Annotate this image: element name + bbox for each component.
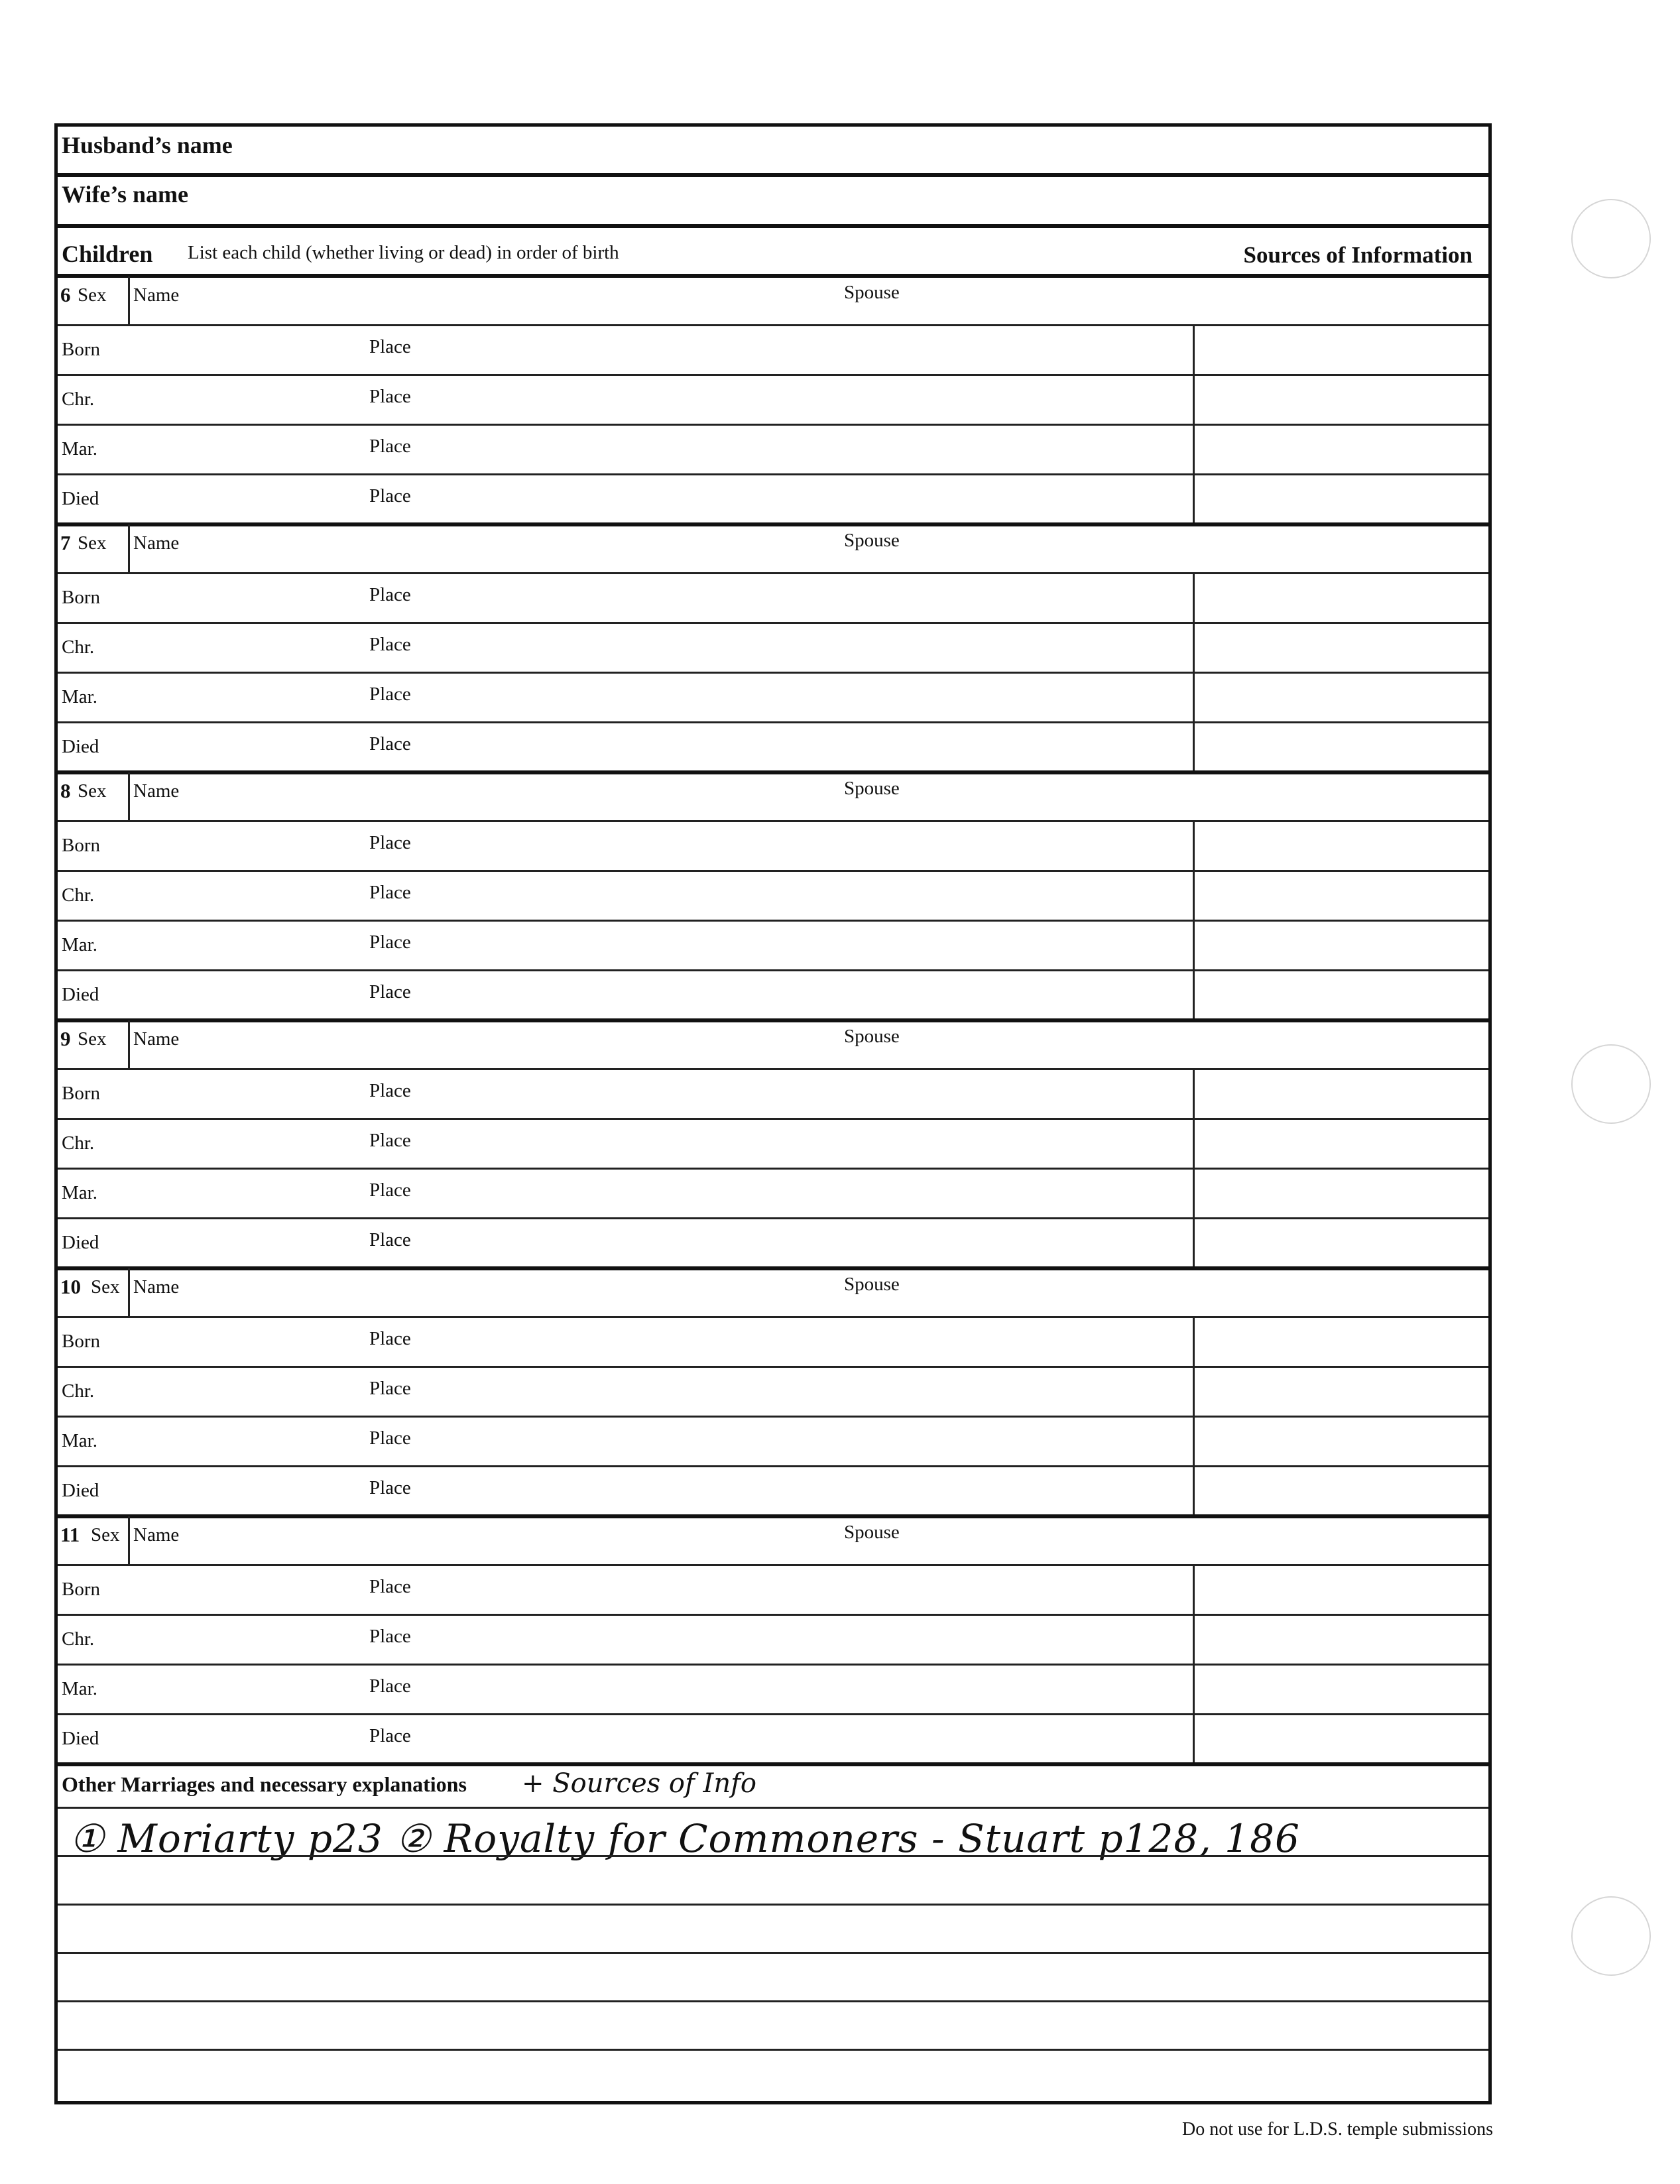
husband-name-row bbox=[58, 127, 1488, 176]
row-divider bbox=[58, 1217, 1488, 1219]
sex-label: Sex bbox=[78, 780, 107, 802]
chr-place-label: Place bbox=[369, 1378, 411, 1399]
died-label: Died bbox=[62, 1480, 99, 1501]
mar-place-label: Place bbox=[369, 1427, 411, 1449]
bleed-through-title bbox=[855, 66, 870, 122]
died-label: Died bbox=[62, 1232, 99, 1253]
born-label: Born bbox=[62, 1579, 100, 1600]
child-number: 11 bbox=[60, 1523, 80, 1546]
wife-name-row bbox=[58, 176, 1488, 226]
died-label: Died bbox=[62, 488, 99, 509]
sources-column-divider bbox=[1193, 1564, 1195, 1763]
punch-hole-top bbox=[1571, 199, 1651, 278]
mar-place-label: Place bbox=[369, 436, 411, 457]
child-number: 8 bbox=[60, 779, 71, 802]
sex-name-divider bbox=[128, 524, 130, 572]
child-number: 6 bbox=[60, 283, 71, 306]
sources-column-divider bbox=[1193, 820, 1195, 1019]
died-place-label: Place bbox=[369, 981, 411, 1002]
chr-label: Chr. bbox=[62, 1132, 95, 1154]
born-label: Born bbox=[62, 1331, 100, 1352]
born-place-label: Place bbox=[369, 1576, 411, 1597]
chr-label: Chr. bbox=[62, 637, 95, 658]
died-place-label: Place bbox=[369, 1725, 411, 1746]
family-group-record-form bbox=[54, 123, 1492, 2104]
mar-label: Mar. bbox=[62, 438, 97, 459]
row-divider bbox=[58, 473, 1488, 475]
sex-label: Sex bbox=[91, 1524, 120, 1546]
note-line bbox=[58, 1952, 1488, 1954]
sex-label: Sex bbox=[78, 284, 107, 306]
punch-hole-middle bbox=[1571, 1044, 1651, 1124]
row-divider bbox=[58, 721, 1488, 723]
died-label: Died bbox=[62, 984, 99, 1005]
row-divider bbox=[58, 1713, 1488, 1715]
chr-place-label: Place bbox=[369, 1626, 411, 1647]
row-divider bbox=[58, 820, 1488, 822]
note-line bbox=[58, 1807, 1488, 1809]
name-label: Name bbox=[133, 1028, 180, 1050]
chr-place-label: Place bbox=[369, 634, 411, 655]
spouse-label: Spouse bbox=[844, 1522, 900, 1543]
mar-label: Mar. bbox=[62, 1430, 97, 1451]
row-divider bbox=[58, 572, 1488, 574]
name-label: Name bbox=[133, 532, 180, 554]
sex-name-divider bbox=[128, 772, 130, 820]
mar-label: Mar. bbox=[62, 1678, 97, 1699]
husband-name-label: Husband’s name bbox=[62, 132, 233, 158]
row-divider bbox=[58, 1316, 1488, 1318]
chr-label: Chr. bbox=[62, 1628, 95, 1650]
row-divider bbox=[58, 1465, 1488, 1467]
chr-place-label: Place bbox=[369, 386, 411, 407]
born-label: Born bbox=[62, 835, 100, 856]
chr-label: Chr. bbox=[62, 1380, 95, 1402]
sources-column-divider bbox=[1193, 1316, 1195, 1515]
born-place-label: Place bbox=[369, 336, 411, 357]
sex-label: Sex bbox=[78, 1028, 107, 1050]
died-place-label: Place bbox=[369, 733, 411, 755]
spouse-label: Spouse bbox=[844, 1026, 900, 1047]
row-divider bbox=[58, 870, 1488, 872]
handwritten-references: ① Moriarty p23 ② Royalty for Commoners - Stuart p128, 186 bbox=[70, 1816, 1300, 1861]
sources-column-divider bbox=[1193, 324, 1195, 523]
sex-name-divider bbox=[128, 1268, 130, 1316]
row-divider bbox=[58, 324, 1488, 326]
name-label: Name bbox=[133, 284, 180, 306]
handwritten-sources-note: + Sources of Info bbox=[522, 1768, 756, 1799]
child-number: 9 bbox=[60, 1027, 71, 1050]
other-marriages-section bbox=[58, 1760, 1488, 1807]
died-label: Died bbox=[62, 736, 99, 757]
row-divider bbox=[58, 622, 1488, 624]
born-label: Born bbox=[62, 587, 100, 608]
child-block-7 bbox=[58, 524, 1488, 772]
child-number: 7 bbox=[60, 531, 71, 554]
sex-name-divider bbox=[128, 1020, 130, 1068]
mar-label: Mar. bbox=[62, 686, 97, 707]
children-header-row bbox=[58, 227, 1488, 276]
row-divider bbox=[58, 1366, 1488, 1368]
sex-name-divider bbox=[128, 276, 130, 324]
name-label: Name bbox=[133, 1524, 180, 1546]
died-place-label: Place bbox=[369, 485, 411, 507]
chr-place-label: Place bbox=[369, 1130, 411, 1151]
row-divider bbox=[58, 374, 1488, 376]
born-place-label: Place bbox=[369, 1328, 411, 1349]
wife-name-label: Wife’s name bbox=[62, 181, 188, 208]
children-instruction: List each child (whether living or dead) in order of birth bbox=[188, 242, 619, 263]
died-label: Died bbox=[62, 1728, 99, 1749]
died-place-label: Place bbox=[369, 1477, 411, 1498]
born-label: Born bbox=[62, 1083, 100, 1104]
row-divider bbox=[58, 1168, 1488, 1170]
spouse-label: Spouse bbox=[844, 1274, 900, 1295]
row-divider bbox=[58, 1118, 1488, 1120]
row-divider bbox=[58, 969, 1488, 971]
died-place-label: Place bbox=[369, 1229, 411, 1250]
name-label: Name bbox=[133, 780, 180, 802]
sex-name-divider bbox=[128, 1516, 130, 1564]
note-line bbox=[58, 2049, 1488, 2051]
note-line bbox=[58, 2000, 1488, 2002]
mar-place-label: Place bbox=[369, 684, 411, 705]
note-line bbox=[58, 1855, 1488, 1857]
sex-label: Sex bbox=[78, 532, 107, 554]
mar-place-label: Place bbox=[369, 1180, 411, 1201]
born-place-label: Place bbox=[369, 832, 411, 853]
spouse-label: Spouse bbox=[844, 530, 900, 551]
sources-column-divider bbox=[1193, 572, 1195, 771]
spouse-label: Spouse bbox=[844, 778, 900, 799]
note-line bbox=[58, 1904, 1488, 1906]
mar-place-label: Place bbox=[369, 932, 411, 953]
row-divider bbox=[58, 1416, 1488, 1418]
row-divider bbox=[58, 1664, 1488, 1666]
mar-label: Mar. bbox=[62, 1182, 97, 1203]
name-label: Name bbox=[133, 1276, 180, 1298]
child-block-10 bbox=[58, 1268, 1488, 1516]
child-block-6 bbox=[58, 276, 1488, 524]
row-divider bbox=[58, 1614, 1488, 1616]
mar-label: Mar. bbox=[62, 934, 97, 955]
born-place-label: Place bbox=[369, 1080, 411, 1101]
mar-place-label: Place bbox=[369, 1675, 411, 1697]
children-title: Children bbox=[62, 241, 153, 267]
child-block-11 bbox=[58, 1516, 1488, 1764]
child-block-8 bbox=[58, 772, 1488, 1020]
punch-hole-bottom bbox=[1571, 1896, 1651, 1976]
sources-of-information-title: Sources of Information bbox=[1243, 242, 1472, 268]
spouse-label: Spouse bbox=[844, 282, 900, 303]
chr-label: Chr. bbox=[62, 884, 95, 906]
born-label: Born bbox=[62, 339, 100, 360]
other-marriages-label: Other Marriages and necessary explanations bbox=[62, 1772, 467, 1796]
footer-disclaimer: Do not use for L.D.S. temple submissions bbox=[1182, 2119, 1493, 2140]
row-divider bbox=[58, 424, 1488, 426]
chr-label: Chr. bbox=[62, 389, 95, 410]
child-block-9 bbox=[58, 1020, 1488, 1268]
sources-column-divider bbox=[1193, 1068, 1195, 1267]
row-divider bbox=[58, 672, 1488, 674]
child-number: 10 bbox=[60, 1275, 81, 1298]
row-divider bbox=[58, 1068, 1488, 1070]
row-divider bbox=[58, 1564, 1488, 1566]
born-place-label: Place bbox=[369, 584, 411, 605]
row-divider bbox=[58, 920, 1488, 922]
sex-label: Sex bbox=[91, 1276, 120, 1298]
chr-place-label: Place bbox=[369, 882, 411, 903]
